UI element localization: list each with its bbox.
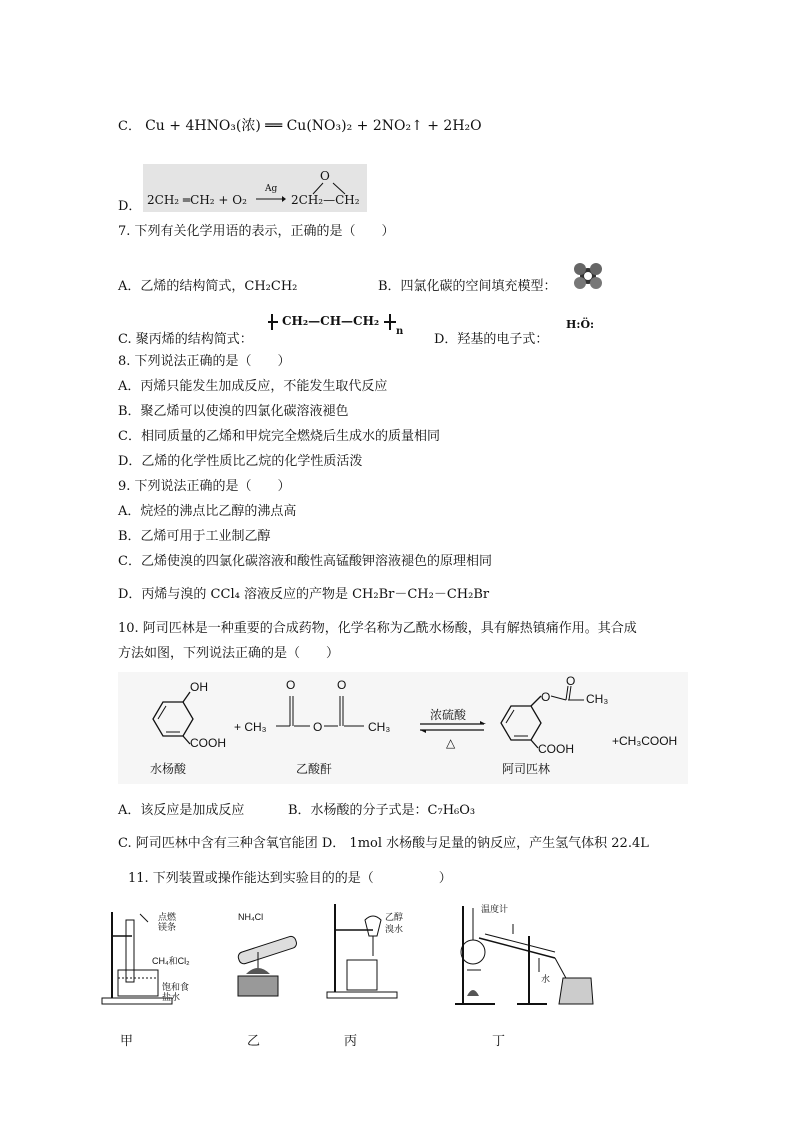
hydroxyl-electron-formula: H:Ö: [566, 318, 595, 331]
jia-label-brine2: 盐水 [162, 992, 181, 1002]
jia-label-brine1: 饱和食 [162, 982, 190, 992]
jia-label-gas: CH₄和Cl₂ [152, 956, 190, 966]
q8-stem: 8. 下列说法正确的是（ ） [118, 354, 291, 369]
q6-c-label: C． [118, 119, 141, 134]
aspirin-cooh: COOH [538, 742, 574, 756]
polymer-n: n [396, 326, 404, 337]
anhydride-o-top-right: O [337, 678, 347, 692]
q8-option-d: D．乙烯的化学性质比乙烷的化学性质活泼 [118, 454, 363, 469]
anhydride-o-top-left: O [286, 678, 296, 692]
apparatus-bing [325, 900, 415, 1000]
caption-ding: 丁 [492, 1034, 506, 1049]
jia-label-ignite: 点燃 [158, 912, 177, 922]
heat-symbol: △ [446, 736, 456, 750]
q6-d-equation-image [143, 164, 367, 212]
q8-option-c: C．相同质量的乙烯和甲烷完全燃烧后生成水的质量相同 [118, 429, 440, 444]
q7-option-d: D．羟基的电子式： [434, 332, 549, 347]
plus-acetic-acid: +CH₃COOH [612, 734, 678, 748]
aspirin-o: O [541, 690, 551, 704]
apparatus-yi-drawing [228, 922, 308, 1002]
q10-option-cd: C. 阿司匹林中含有三种含氧官能团 D． 1mol 水杨酸与足量的钠反应，产生氢气体积 22.4L [118, 836, 649, 851]
ding-label-thermometer: 温度计 [481, 904, 509, 914]
q6-option-c [118, 117, 482, 136]
aspirin-carbonyl-o: O [566, 674, 576, 688]
bing-label-ethanol: 乙醇 [385, 912, 404, 922]
q8-option-a: A．丙烯只能发生加成反应，不能发生取代反应 [118, 379, 388, 394]
polypropylene-formula [268, 310, 408, 340]
bing-label-bromine: 溴水 [385, 924, 404, 934]
salicylic-oh: OH [190, 680, 208, 694]
q10-stem-line2: 方法如图，下列说法正确的是（ ） [118, 646, 340, 661]
q7-option-a: A．乙烯的结构简式，CH₂CH₂ [118, 279, 298, 294]
aspirin-ch3: CH₃ [586, 692, 609, 706]
q6-d-product: 2CH₂—CH₂ [291, 193, 360, 207]
equilibrium-arrow [418, 720, 488, 734]
q9-stem: 9. 下列说法正确的是（ ） [118, 479, 291, 494]
q6-d-catalyst: Ag [265, 184, 278, 194]
apparatus-ding [455, 900, 595, 1008]
q6-d-epoxide-bonds [303, 180, 363, 196]
q8-option-b: B．聚乙烯可以使溴的四氯化碳溶液褪色 [118, 404, 349, 419]
q10-stem-line1: 10. 阿司匹林是一种重要的合成药物，化学名称为乙酰水杨酸，具有解热镇痛作用。其合成 [118, 621, 637, 636]
q10-option-a: A．该反应是加成反应 [118, 803, 245, 818]
apparatus-jia [100, 908, 195, 1008]
q7-option-b: B．四氯化碳的空间填充模型： [378, 279, 557, 294]
q7-option-c-label: C. 聚丙烯的结构简式： [118, 332, 253, 347]
q9-option-a: A．烷烃的沸点比乙醇的沸点高 [118, 504, 297, 519]
q10-option-b: B．水杨酸的分子式是：C₇H₆O₃ [288, 803, 476, 818]
jia-label-mg: 镁条 [158, 922, 177, 932]
q9-option-c: C．乙烯使溴的四氯化碳溶液和酸性高锰酸钾溶液褪色的原理相同 [118, 554, 492, 569]
caption-jia: 甲 [120, 1034, 134, 1049]
q7-stem: 7. 下列有关化学用语的表示，正确的是（ ） [118, 224, 395, 239]
salicylic-acid-name: 水杨酸 [150, 762, 187, 776]
anhydride-o-middle: O [313, 720, 323, 734]
q6-d-left: 2CH₂ ═CH₂ + O₂ [147, 193, 247, 207]
aspirin-synthesis-scheme [118, 672, 688, 784]
q6-d-label: D． [118, 199, 142, 214]
q6-d-arrow [256, 194, 286, 204]
acetic-anhydride-name: 乙酸酐 [296, 762, 333, 776]
ding-label-water: 水 [541, 974, 551, 984]
salicylic-cooh: COOH [190, 736, 226, 750]
aspirin-name: 阿司匹林 [502, 762, 551, 776]
caption-yi: 乙 [247, 1034, 261, 1049]
q9-option-d: D．丙烯与溴的 CCl₄ 溶液反应的产物是 CH₂Br－CH₂－CH₂Br [118, 587, 490, 602]
ccl4-space-filling-model-icon [572, 262, 604, 290]
q11-stem: 11. 下列装置或操作能达到实验目的的是（ ） [128, 871, 452, 886]
q6-d-product-o: O [320, 169, 330, 183]
q9-option-b: B．乙烯可用于工业制乙醇 [118, 529, 271, 544]
yi-label: NH₄Cl [238, 912, 264, 922]
q6-c-equation: Cu + 4HNO₃(浓) ══ Cu(NO₃)₂ + 2NO₂↑ + 2H₂O [145, 118, 482, 134]
apparatus-ding-drawing [455, 900, 595, 1008]
plus-ch3: + CH₃ [234, 720, 267, 734]
apparatus-yi [228, 912, 308, 1002]
caption-bing: 丙 [344, 1034, 358, 1049]
catalyst-label: 浓硫酸 [430, 708, 467, 722]
polypropylene-repeat-unit: CH₂—CH—CH₂ [282, 314, 380, 328]
anhydride-ch3: CH₃ [368, 720, 391, 734]
